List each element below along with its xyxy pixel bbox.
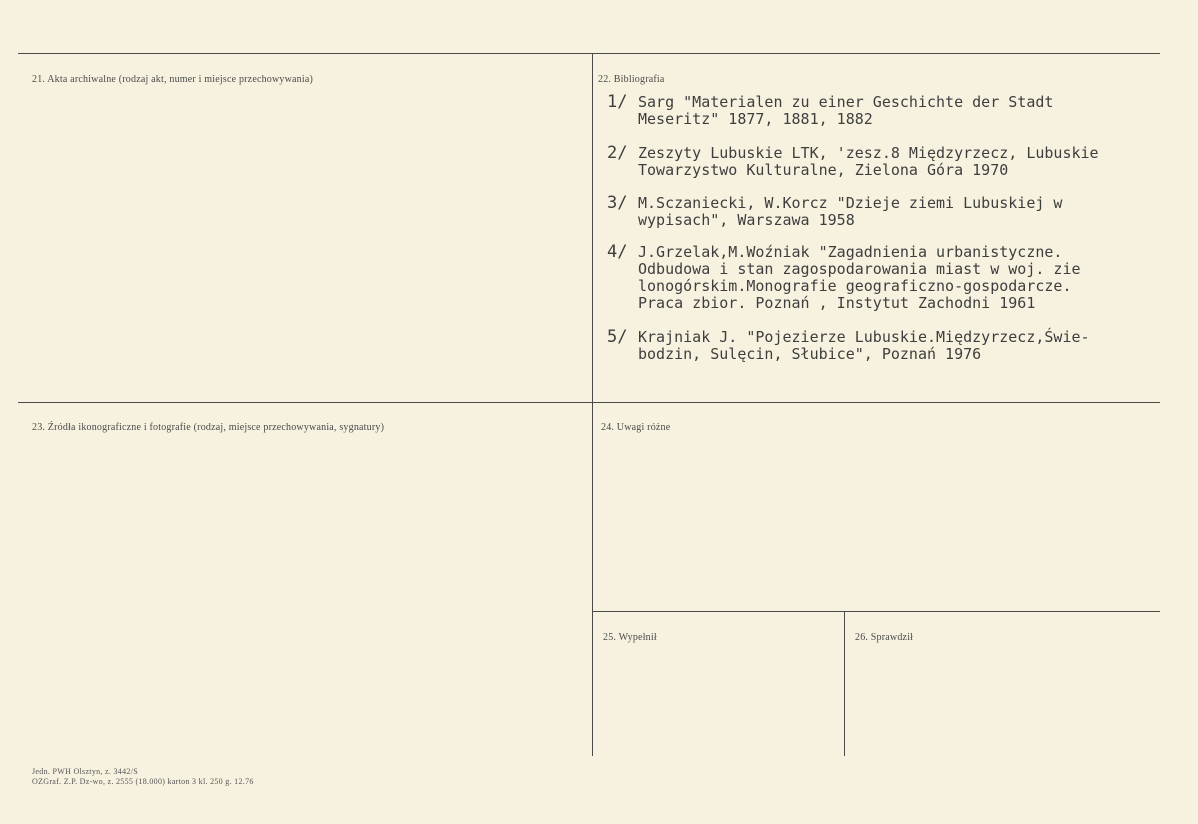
entry-line: Meseritz" 1877, 1881, 1882 xyxy=(638,110,873,128)
entry-line: Towarzystwo Kulturalne, Zielona Góra 1970 xyxy=(638,161,1009,179)
filled-label: 25. Wypełnił xyxy=(603,632,657,643)
entry-line: Praca zbior. Poznań , Instytut Zachodni 1961 xyxy=(638,294,1036,312)
signature-divider xyxy=(844,612,845,756)
center-divider xyxy=(592,54,593,756)
remarks-label: 24. Uwagi różne xyxy=(601,422,671,433)
entry-number: 5/ xyxy=(607,327,628,347)
entry-line: wypisach", Warszawa 1958 xyxy=(638,211,855,229)
entry-line: lonogórskim.Monografie geograficzno-gospodarcze. xyxy=(638,277,1072,295)
entry-number: 1/ xyxy=(607,92,628,112)
remarks-bottom-rule xyxy=(593,611,1160,612)
entry-line: Odbudowa i stan zagospodarowania miast w woj. zie xyxy=(638,260,1081,278)
entry-line: bodzin, Sulęcin, Słubice", Poznań 1976 xyxy=(638,345,982,363)
checked-label: 26. Sprawdził xyxy=(855,632,914,643)
entry-line: Zeszyty Lubuskie LTK, 'zesz.8 Międzyrzecz, Lubuskie xyxy=(638,144,1099,162)
entry-line: M.Sczaniecki, W.Korcz "Dzieje ziemi Lubuskiej w xyxy=(638,194,1063,212)
imprint-line-1: Jedn. PWH Olsztyn, z. 3442/S xyxy=(32,767,138,776)
archives-label: 21. Akta archiwalne (rodzaj akt, numer i miejsce przechowywania) xyxy=(32,74,314,85)
entry-number: 2/ xyxy=(607,143,628,163)
bibliography-label: 22. Bibliografia xyxy=(598,74,665,85)
entry-line: Krajniak J. "Pojezierze Lubuskie.Międzyrzecz,Świe- xyxy=(638,328,1090,346)
entry-number: 4/ xyxy=(607,242,628,262)
entry-line: J.Grzelak,M.Woźniak "Zagadnienia urbanistyczne. xyxy=(638,243,1063,261)
middle-rule xyxy=(18,402,1160,403)
top-rule xyxy=(18,53,1160,54)
entry-line: Sarg "Materialen zu einer Geschichte der Stadt xyxy=(638,93,1054,111)
imprint-line-2: OZGraf. Z.P. Dz-wo, z. 2555 (18.000) karton 3 kl. 250 g. 12.76 xyxy=(32,777,254,786)
entry-number: 3/ xyxy=(607,193,628,213)
iconography-label: 23. Źródła ikonograficzne i fotografie (rodzaj, miejsce przechowywania, sygnatury) xyxy=(32,422,385,433)
